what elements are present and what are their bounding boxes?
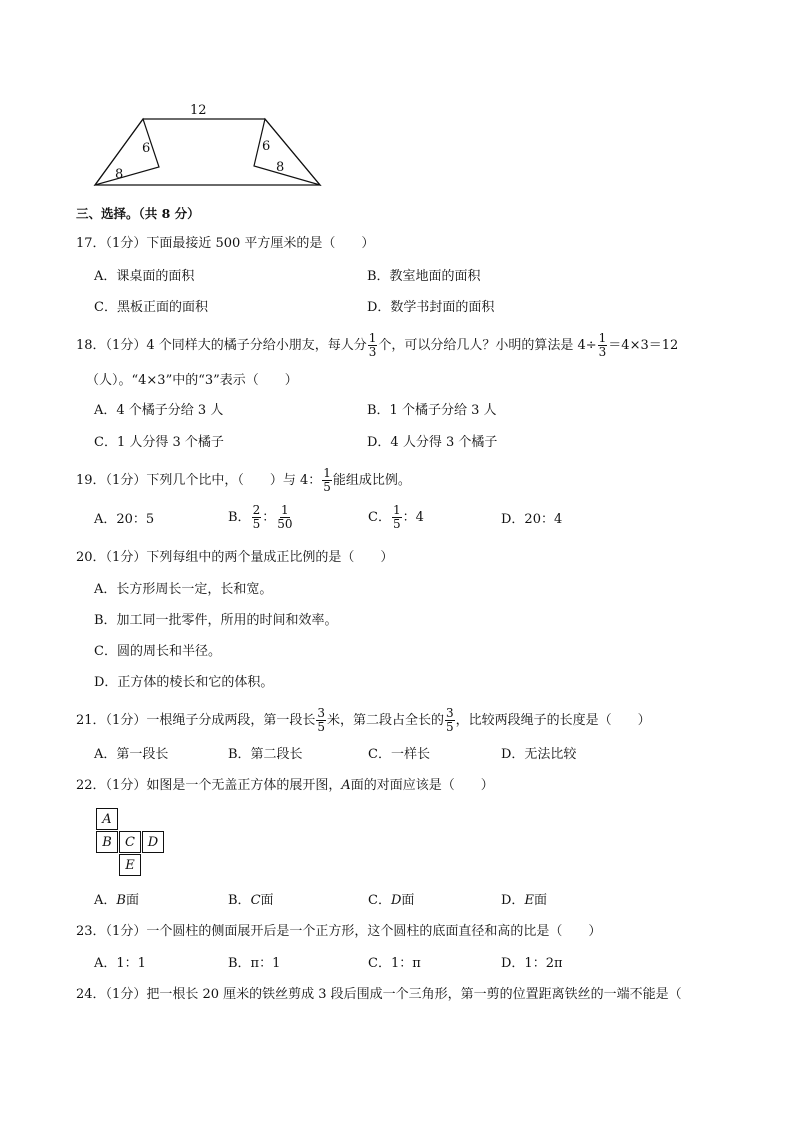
q19-c-prefix: C． bbox=[368, 510, 391, 525]
q22-d-suffix: 面 bbox=[533, 893, 547, 908]
q19-c-suffix: ：4 bbox=[402, 510, 424, 525]
q19-option-d[interactable]: D．20：4 bbox=[501, 512, 563, 527]
q21-text-3: ，比较两段绳子的长度是（ ） bbox=[455, 713, 651, 728]
label-left-6: 6 bbox=[142, 141, 151, 156]
q17-option-d[interactable]: D．数学书封面的面积 bbox=[367, 300, 495, 315]
q23-option-c[interactable]: C．1：π bbox=[368, 956, 421, 971]
q18-fraction-1 bbox=[368, 332, 378, 359]
q19-text-2: 能组成比例。 bbox=[332, 473, 411, 488]
q22-c-suffix: 面 bbox=[401, 893, 415, 908]
q18-stem bbox=[76, 332, 678, 359]
q22-c-prefix: C． bbox=[368, 893, 391, 908]
q22-var: A bbox=[341, 778, 351, 793]
q18-stem-line2: （人）。“4×3”中的“3”表示（ ） bbox=[86, 373, 298, 388]
q21-option-c[interactable]: C．一样长 bbox=[368, 747, 430, 762]
q22-option-b[interactable] bbox=[228, 892, 274, 910]
section-3-title: 三、选择。（共 8 分） bbox=[76, 206, 200, 221]
q18-option-d[interactable]: D．4 人分得 3 个橘子 bbox=[367, 435, 498, 450]
q22-option-a[interactable] bbox=[94, 892, 139, 910]
q21-option-a[interactable]: A．第一段长 bbox=[94, 747, 169, 762]
q22-a-prefix: A． bbox=[94, 893, 117, 908]
q17-stem: 17．（1分）下面最接近 500 平方厘米的是（ ） bbox=[76, 236, 375, 251]
q20-stem: 20．（1分）下列每组中的两个量成正比例的是（ ） bbox=[76, 550, 394, 565]
q18-f2-den: 3 bbox=[598, 345, 607, 359]
label-left-8: 8 bbox=[115, 167, 124, 182]
q19-c-f-num: 1 bbox=[392, 503, 401, 517]
net-face-e: E bbox=[119, 854, 141, 876]
q19-f-den: 5 bbox=[323, 480, 331, 494]
net-face-b: B bbox=[96, 831, 118, 853]
q19-c-f-den: 5 bbox=[392, 517, 401, 531]
q21-option-b[interactable]: B．第二段长 bbox=[228, 747, 303, 762]
q18-option-a[interactable]: A．4 个橘子分给 3 人 bbox=[94, 403, 224, 418]
net-face-d: D bbox=[142, 831, 164, 853]
q21-f2-num: 3 bbox=[445, 706, 454, 720]
q18-text-1: 18．（1分）4 个同样大的橘子分给小朋友，每人分 bbox=[76, 338, 367, 353]
q23-option-a[interactable]: A．1：1 bbox=[94, 956, 146, 971]
q18-fraction-2 bbox=[598, 332, 608, 359]
trapezoid-figure bbox=[90, 98, 330, 190]
q19-option-b[interactable] bbox=[228, 504, 295, 531]
q18-option-c[interactable]: C．1 人分得 3 个橘子 bbox=[94, 435, 224, 450]
q22-a-var: B bbox=[116, 893, 126, 908]
q20-option-c[interactable]: C．圆的周长和半径。 bbox=[94, 644, 221, 659]
q23-option-d[interactable]: D．1：2π bbox=[501, 956, 563, 971]
q22-option-d[interactable] bbox=[501, 892, 547, 910]
q23-option-b[interactable]: B．π：1 bbox=[228, 956, 281, 971]
net-face-a: A bbox=[96, 808, 118, 830]
q22-d-prefix: D． bbox=[501, 893, 525, 908]
q18-f1-num: 1 bbox=[368, 331, 377, 345]
q19-b-f2-num: 1 bbox=[281, 503, 289, 517]
q22-d-var: E bbox=[524, 893, 534, 908]
q18-f1-den: 3 bbox=[368, 345, 377, 359]
q21-stem bbox=[76, 707, 651, 734]
q20-option-d[interactable]: D．正方体的棱长和它的体积。 bbox=[94, 675, 274, 690]
q19-b-f2-den: 50 bbox=[277, 517, 293, 531]
q17-option-a[interactable]: A．课桌面的面积 bbox=[94, 269, 195, 284]
q18-text-3: ＝4×3＝12 bbox=[608, 338, 679, 353]
label-right-8: 8 bbox=[276, 160, 285, 175]
q22-text-2: 面的对面应该是（ ） bbox=[350, 778, 494, 793]
q19-b-fraction-2 bbox=[276, 504, 293, 531]
q21-f1-num: 3 bbox=[317, 706, 325, 720]
q19-b-colon: ： bbox=[262, 510, 276, 525]
q22-b-prefix: B． bbox=[228, 893, 251, 908]
q19-stem bbox=[76, 467, 411, 494]
q18-f2-num: 1 bbox=[598, 331, 607, 345]
q22-text-1: 22．（1分）如图是一个无盖正方体的展开图， bbox=[76, 778, 342, 793]
q20-option-b[interactable]: B．加工同一批零件，所用的时间和效率。 bbox=[94, 613, 338, 628]
q19-c-fraction bbox=[392, 504, 402, 531]
q19-fraction bbox=[322, 467, 332, 494]
q22-b-var: C bbox=[250, 893, 261, 908]
q19-b-prefix: B． bbox=[228, 510, 251, 525]
q19-b-fraction-1 bbox=[252, 504, 262, 531]
q21-fraction-1 bbox=[316, 707, 326, 734]
q20-option-a[interactable]: A．长方形周长一定，长和宽。 bbox=[94, 582, 273, 597]
q17-option-b[interactable]: B．教室地面的面积 bbox=[367, 269, 481, 284]
q19-option-c[interactable] bbox=[368, 504, 424, 531]
q22-option-c[interactable] bbox=[368, 892, 414, 910]
q19-f-num: 1 bbox=[323, 466, 331, 480]
q22-stem bbox=[76, 777, 494, 795]
q19-option-a[interactable]: A．20：5 bbox=[94, 512, 155, 527]
q22-a-suffix: 面 bbox=[125, 893, 139, 908]
label-right-6: 6 bbox=[262, 139, 271, 154]
q17-option-c[interactable]: C．黑板正面的面积 bbox=[94, 300, 208, 315]
q22-c-var: D bbox=[390, 893, 402, 908]
q19-b-f1-den: 5 bbox=[252, 517, 261, 531]
q22-b-suffix: 面 bbox=[260, 893, 274, 908]
q21-text-2: 米，第二段占全长的 bbox=[326, 713, 444, 728]
q21-fraction-2 bbox=[445, 707, 455, 734]
q18-option-b[interactable]: B．1 个橘子分给 3 人 bbox=[367, 403, 497, 418]
q19-text-1: 19．（1分）下列几个比中，（ ）与 4： bbox=[76, 473, 322, 488]
cube-net-figure bbox=[96, 808, 166, 878]
q19-b-f1-num: 2 bbox=[252, 503, 261, 517]
label-top-12: 12 bbox=[190, 103, 207, 118]
q24-stem: 24．（1分）把一根长 20 厘米的铁丝剪成 3 段后围成一个三角形，第一剪的位置距离铁丝的一端不能是（ bbox=[76, 987, 682, 1002]
q21-f2-den: 5 bbox=[445, 720, 454, 734]
q21-f1-den: 5 bbox=[317, 720, 325, 734]
q21-text-1: 21．（1分）一根绳子分成两段，第一段长 bbox=[76, 713, 316, 728]
q21-option-d[interactable]: D．无法比较 bbox=[501, 747, 577, 762]
q23-stem: 23．（1分）一个圆柱的侧面展开后是一个正方形，这个圆柱的底面直径和高的比是（ ） bbox=[76, 924, 602, 939]
net-face-c: C bbox=[119, 831, 141, 853]
q18-text-2: 个，可以分给几人？小明的算法是 4÷ bbox=[378, 338, 597, 353]
